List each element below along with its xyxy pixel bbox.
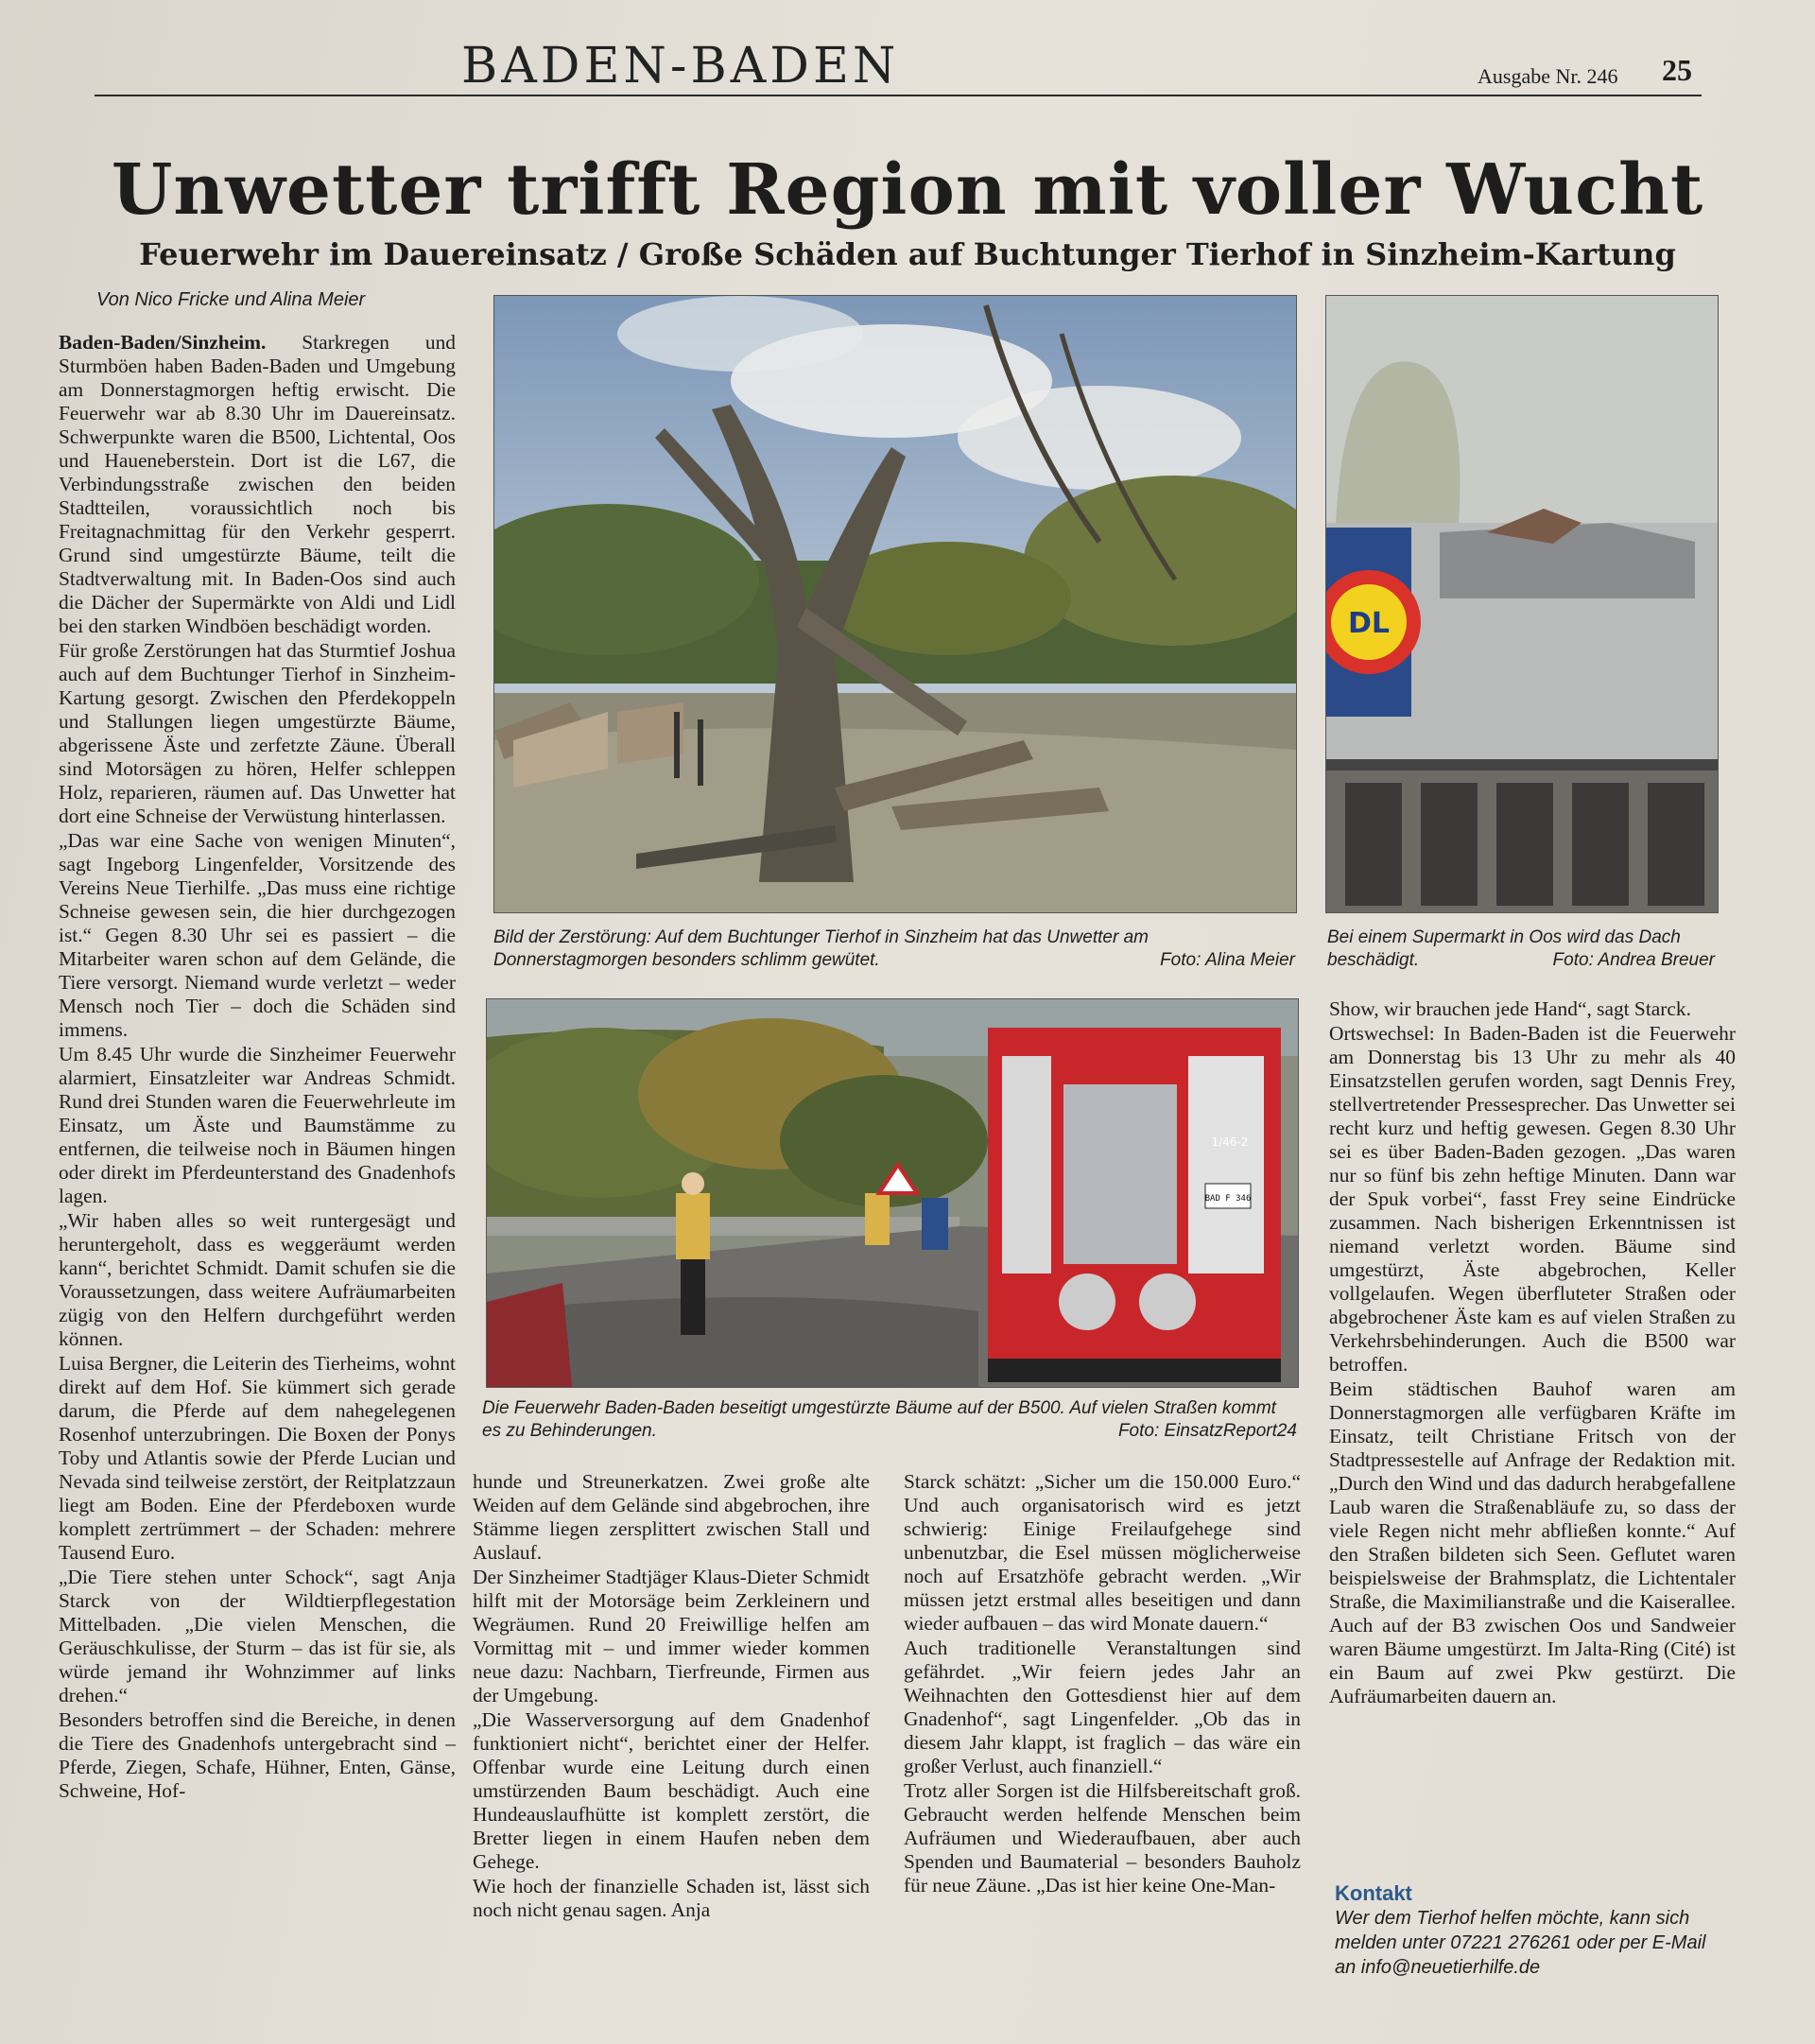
paragraph: Beim städtischen Bauhof waren am Donnerstagmorgen alle verfügbaren Kräfte im Einsatz, teilt Christiane Fritsch von der Stadtpressestelle auf Anfrage der Redaktion mit. „Durch den Wind und das dadurch herabgefallene Laub waren die Straßenabläufe zu, so dass der viele Regen nicht mehr abfließen konnte.“ Auf den Straßen bildeten sich Seen. Geflutet waren beispielsweise der Brahmsplatz, die Lichtentaler Straße, die Maximilianstraße und die Kaiserallee. Auch auf der B3 zwischen Oos und Sandweier waren Bäume umgestürzt. Im Jalta-Ring (Cité) ist ein Baum auf zwei Pkw gestürzt. Die Aufräumarbeiten dauern an. — [1329, 1377, 1736, 1707]
header-rule — [95, 95, 1702, 96]
subheadline: Feuerwehr im Dauereinsatz / Große Schäden auf Buchtunger Tierhof in Sinzheim-Kartung — [139, 236, 1676, 272]
paragraph: Der Sinzheimer Stadtjäger Klaus-Dieter Schmidt hilft mit der Motorsäge beim Zerkleinern und Wegräumen. Rund 20 Freiwillige helfen am Vormittag mit – und immer wieder kommen neue dazu: Nachbarn, Tierfreunde, Firmen aus der Umgebung. — [473, 1566, 870, 1706]
lidl-logo-text: DL — [1347, 607, 1391, 640]
paragraph: „Das war eine Sache von wenigen Minuten“, sagt Ingeborg Lingenfelder, Vorsitzende des Vereins Neue Tierhilfe. „Das muss eine richtige Schneise gewesen sein, die hier durchgezogen ist.“ Gegen 8.30 Uhr sei es passiert – die Mitarbeiter waren schon auf dem Gelände, die Tiere versorgt. Niemand wurde verletzt – weder Mensch noch Tier – doch die Schäden sind immens. — [59, 829, 456, 1041]
paragraph: Wie hoch der finanzielle Schaden ist, lässt sich noch nicht genau sagen. Anja — [473, 1875, 870, 1921]
kontakt-text: Wer dem Tierhof helfen möchte, kann sich melden unter 07221 276261 oder per E-Mail an info@neuetierhilfe.de — [1335, 1908, 1706, 1978]
section-title: BADEN-BADEN — [461, 38, 900, 95]
photo-credit: Foto: Alina Meier — [1160, 950, 1295, 970]
supermarket-image — [1326, 296, 1718, 912]
photo-credit: Foto: EinsatzReport24 — [1117, 1421, 1297, 1441]
paragraph: Show, wir brauchen jede Hand“, sagt Starck. — [1329, 997, 1691, 1020]
photo-credit: Foto: Andrea Breuer — [1552, 950, 1715, 970]
article-column-1 — [59, 331, 456, 1803]
paragraph: Ortswechsel: In Baden-Baden ist die Feuerwehr am Donnerstag bis 13 Uhr zu mehr als 40 Einsatzstellen gerufen worden, sagt Dennis Frey, stellvertretender Pressesprecher. Das Unwetter sei recht kurz und heftig gewesen. Gegen 8.30 Uhr sei es über Baden-Baden gezogen. „Das waren nur so fünf bis zehn heftige Minuten. Dann war der Spuk vorbei“, fasst Frey seine Eindrücke zusammen. Nach bisherigen Erkenntnissen ist niemand verletzt worden. Bäume sind umgestürzt, Äste abgebrochen, Keller vollgelaufen. Wegen überfluteter Straßen oder abgebrochener Äste kam es auf vielen Straßen zu Verkehrsbehinderungen. Auch die B500 war betroffen. — [1329, 1022, 1736, 1376]
paragraph: Um 8.45 Uhr wurde die Sinzheimer Feuerwehr alarmiert, Einsatzleiter war Andreas Schmidt. Rund drei Stunden waren die Feuerwehrleute im Einsatz, um Äste und Baumstämme zu entfernen, die teilweise noch in Bäumen hingen oder direkt im Pferdeunterstand des Gnadenhofs lagen. — [59, 1043, 456, 1207]
paragraph: „Die Tiere stehen unter Schock“, sagt Anja Starck von der Wildtierpflegestation Mittelbaden. „Die vielen Menschen, die Geräuschkulisse, der Sturm – das ist für sie, als würde jemand ihr Wohnzimmer auf links drehen.“ — [59, 1566, 456, 1706]
truck-plate: BAD F 346 — [1204, 1194, 1252, 1204]
truck-number: 1/46-2 — [1211, 1135, 1249, 1149]
photo-fire-brigade — [486, 998, 1299, 1388]
article-column-2 — [473, 1470, 870, 1922]
issue-number: Ausgabe Nr. 246 — [1478, 64, 1618, 88]
paragraph: „Die Wasserversorgung auf dem Gnadenhof funktioniert nicht“, berichtet einer der Helfer. Offenbar wurde eine Leitung durch einen umstürzenden Baum beschädigt. Auch eine Hundeauslaufhütte ist komplett zerstört, die Bretter liegen in einem Haufen neben dem Gehege. — [473, 1708, 870, 1873]
photo-tree-caption — [493, 927, 1295, 972]
caption-text: Bei einem Supermarkt in Oos wird das Dach beschädigt. — [1327, 927, 1681, 970]
fire-brigade-image — [487, 999, 1298, 1387]
paragraph: Starkregen und Sturmböen haben Baden-Baden und Umgebung am Donnerstagmorgen heftig erwischt. Die Feuerwehr war ab 8.30 Uhr im Dauereinsatz. Schwerpunkte waren die B500, Lichtental, Oos und Haueneberstein. Dort ist die L67, die Verbindungsstraße zwischen den beiden Stadtteilen, voraussichtlich noch bis Freitagnachmittag für den Verkehr gesperrt. Grund sind umgestürzte Bäume, teilt die Stadtverwaltung mit. In Baden-Oos sind auch die Dächer der Supermärkte von Aldi und Lidl bei den starken Windböen beschädigt worden. — [59, 331, 456, 637]
headline: Unwetter trifft Region mit voller Wucht — [111, 149, 1704, 231]
article-column-4 — [1329, 997, 1736, 1708]
paragraph: Trotz aller Sorgen ist die Hilfsbereitschaft groß. Gebraucht werden helfende Menschen beim Aufräumen und Wiederaufbauen, aber auch Spenden und Baumaterial – besonders Bauholz für neue Zäune. „Das ist hier keine One-Man- — [904, 1779, 1301, 1897]
byline: Von Nico Fricke und Alina Meier — [96, 289, 366, 310]
paragraph: „Wir haben alles so weit runtergesägt und heruntergeholt, dass es weggeräumt werden kann“, berichtet Schmidt. Damit schufen sie die Voraussetzungen, dass weitere Aufräumarbeiten zügig von den Helfern durchgeführt werden können. — [59, 1209, 456, 1350]
photo-tree-damage — [493, 295, 1297, 913]
paragraph: Auch traditionelle Veranstaltungen sind gefährdet. „Wir feiern jedes Jahr an Weihnachten den Gottesdienst hier auf dem Gnadenhof“, sagt Lingenfelder. „Ob das in diesem Jahr klappt, ist fraglich – das wäre ein großer Verlust, auch finanziell.“ — [904, 1637, 1301, 1777]
paragraph: Für große Zerstörungen hat das Sturmtief Joshua auch auf dem Buchtunger Tierhof in Sinzheim-Kartung gesorgt. Zwischen den Pferdekoppeln und Stallungen liegen umgestürzte Bäume, abgerissene Äste und zerfetzte Zäune. Überall sind Motorsägen zu hören, Helfer schleppen Holz, reparieren, räumen auf. Das Unwetter hat dort eine Schneise der Verwüstung hinterlassen. — [59, 639, 456, 827]
tree-damage-image — [494, 296, 1296, 912]
caption-text: Bild der Zerstörung: Auf dem Buchtunger Tierhof in Sinzheim hat das Unwetter am Donnerstagmorgen besonders schlimm gewütet. — [493, 927, 1149, 970]
page-number: 25 — [1662, 53, 1692, 87]
photo-supermarket-caption — [1327, 927, 1715, 972]
kontakt-box — [1335, 1881, 1732, 1980]
kontakt-heading: Kontakt — [1335, 1881, 1412, 1905]
photo-supermarket-roof — [1325, 295, 1719, 913]
caption-text: Die Feuerwehr Baden-Baden beseitigt umgestürzte Bäume auf der B500. Auf vielen Straßen kommt es zu Behinderungen. — [482, 1398, 1276, 1441]
paragraph: Besonders betroffen sind die Bereiche, in denen die Tiere des Gnadenhofs untergebracht sind – Pferde, Ziegen, Schafe, Hühner, Enten, Gänse, Schweine, Hof- — [59, 1708, 456, 1802]
article-column-3 — [904, 1470, 1301, 1897]
photo-fire-caption — [482, 1397, 1297, 1443]
paragraph: hunde und Streunerkatzen. Zwei große alte Weiden auf dem Gelände sind abgebrochen, ihre Stämme liegen zersplittert zwischen Stall und Auslauf. — [473, 1470, 870, 1564]
dateline: Baden-Baden/Sinzheim. — [59, 331, 267, 354]
paragraph: Starck schätzt: „Sicher um die 150.000 Euro.“ Und auch organisatorisch wird es jetzt schwierig: Einige Freilaufgehege sind unbenutzbar, die Esel müssen möglicherweise noch auf Ersatzhöfe gebracht werden. „Wir müssen jetzt erstmal alles beseitigen und dann wieder aufbauen – das wird Monate dauern.“ — [904, 1470, 1301, 1635]
paragraph: Luisa Bergner, die Leiterin des Tierheims, wohnt direkt auf dem Hof. Sie kümmert sich gerade darum, die Pferde auf dem nahegelegenen Rosenhof unterzubringen. Die Boxen der Ponys Toby und Atlantis sowie der Pferde Lucian und Nevada sind teilweise zerstört, der Reitplatzzaun liegt am Boden. Eine der Pferdeboxen wurde komplett zertrümmert – der Schaden: mehrere Tausend Euro. — [59, 1352, 456, 1564]
